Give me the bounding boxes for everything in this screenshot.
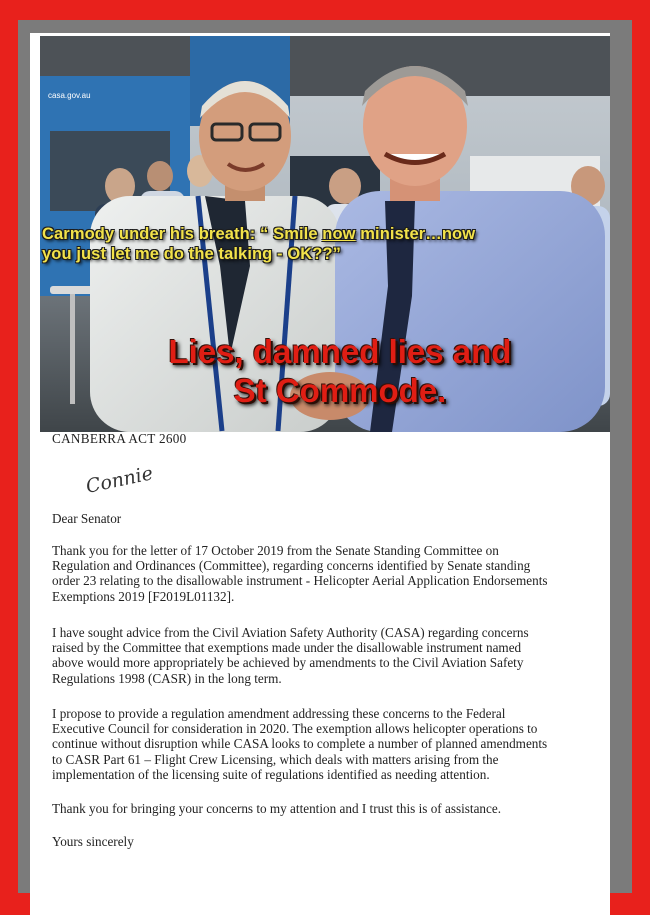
- headline-line-1: Lies, damned lies and: [168, 333, 512, 370]
- paragraph-line: Thank you for bringing your concerns to my attention and I trust this is of assistance.: [52, 801, 502, 816]
- paragraph-line: I have sought advice from the Civil Aviation Safety Authority (CASA) regarding concerns: [52, 625, 529, 640]
- paragraph-line: to CASR Part 61 – Flight Crew Licensing, which deals with matters arising from the: [52, 751, 499, 767]
- paragraph-line: Exemptions 2019 [F2019L01132].: [52, 588, 235, 604]
- paragraph-line: Executive Council for consideration in 2020. The exemption allows helicopter operations to: [52, 721, 538, 737]
- paragraph-line: Regulations 1998 (CASR) in the long term.: [52, 670, 282, 686]
- paragraph-1: [52, 543, 592, 604]
- caption-part-1: Carmody under his breath: “ Smile: [42, 225, 323, 243]
- paragraph-line: Regulation and Ordinances (Committee), regarding concerns identified by Senate standing: [52, 558, 531, 574]
- handwritten-name: Connie: [84, 462, 155, 498]
- headline-line-2: St Commode.: [233, 372, 447, 409]
- screen-text: casa.gov.au: [48, 91, 91, 100]
- paragraph-line: order 23 relating to the disallowable instrument - Helicopter Aerial Application Endorsements: [52, 573, 548, 589]
- address-line: CANBERRA ACT 2600: [52, 431, 187, 446]
- paragraph-line: raised by the Committee that exemptions made under the disallowable instrument named: [52, 640, 522, 656]
- paragraph-4: [52, 801, 592, 816]
- paragraph-line: implementation of the licensing suite of regulations identified as needing attention.: [52, 766, 490, 782]
- paragraph-3: [52, 706, 592, 782]
- paragraph-line: above would more appropriately be achieved by amendments to the Civil Aviation Safety: [52, 655, 524, 671]
- caption-line-1: [42, 224, 475, 244]
- paragraph-line: continue without disruption while CASA looks to complete a number of planned amendments: [52, 736, 548, 752]
- caption-part-3: minister…now: [355, 225, 476, 243]
- paragraph-2: [52, 625, 592, 686]
- caption-line-2: you just let me do the talking - OK??”: [42, 245, 341, 263]
- paragraph-line: I propose to provide a regulation amendment addressing these concerns to the Federal: [52, 706, 506, 721]
- salutation: Dear Senator: [52, 511, 122, 526]
- paragraph-line: Thank you for the letter of 17 October 2019 from the Senate Standing Committee on: [52, 543, 499, 558]
- caption-emphasis: now: [322, 225, 356, 243]
- closing: Yours sincerely: [52, 834, 134, 849]
